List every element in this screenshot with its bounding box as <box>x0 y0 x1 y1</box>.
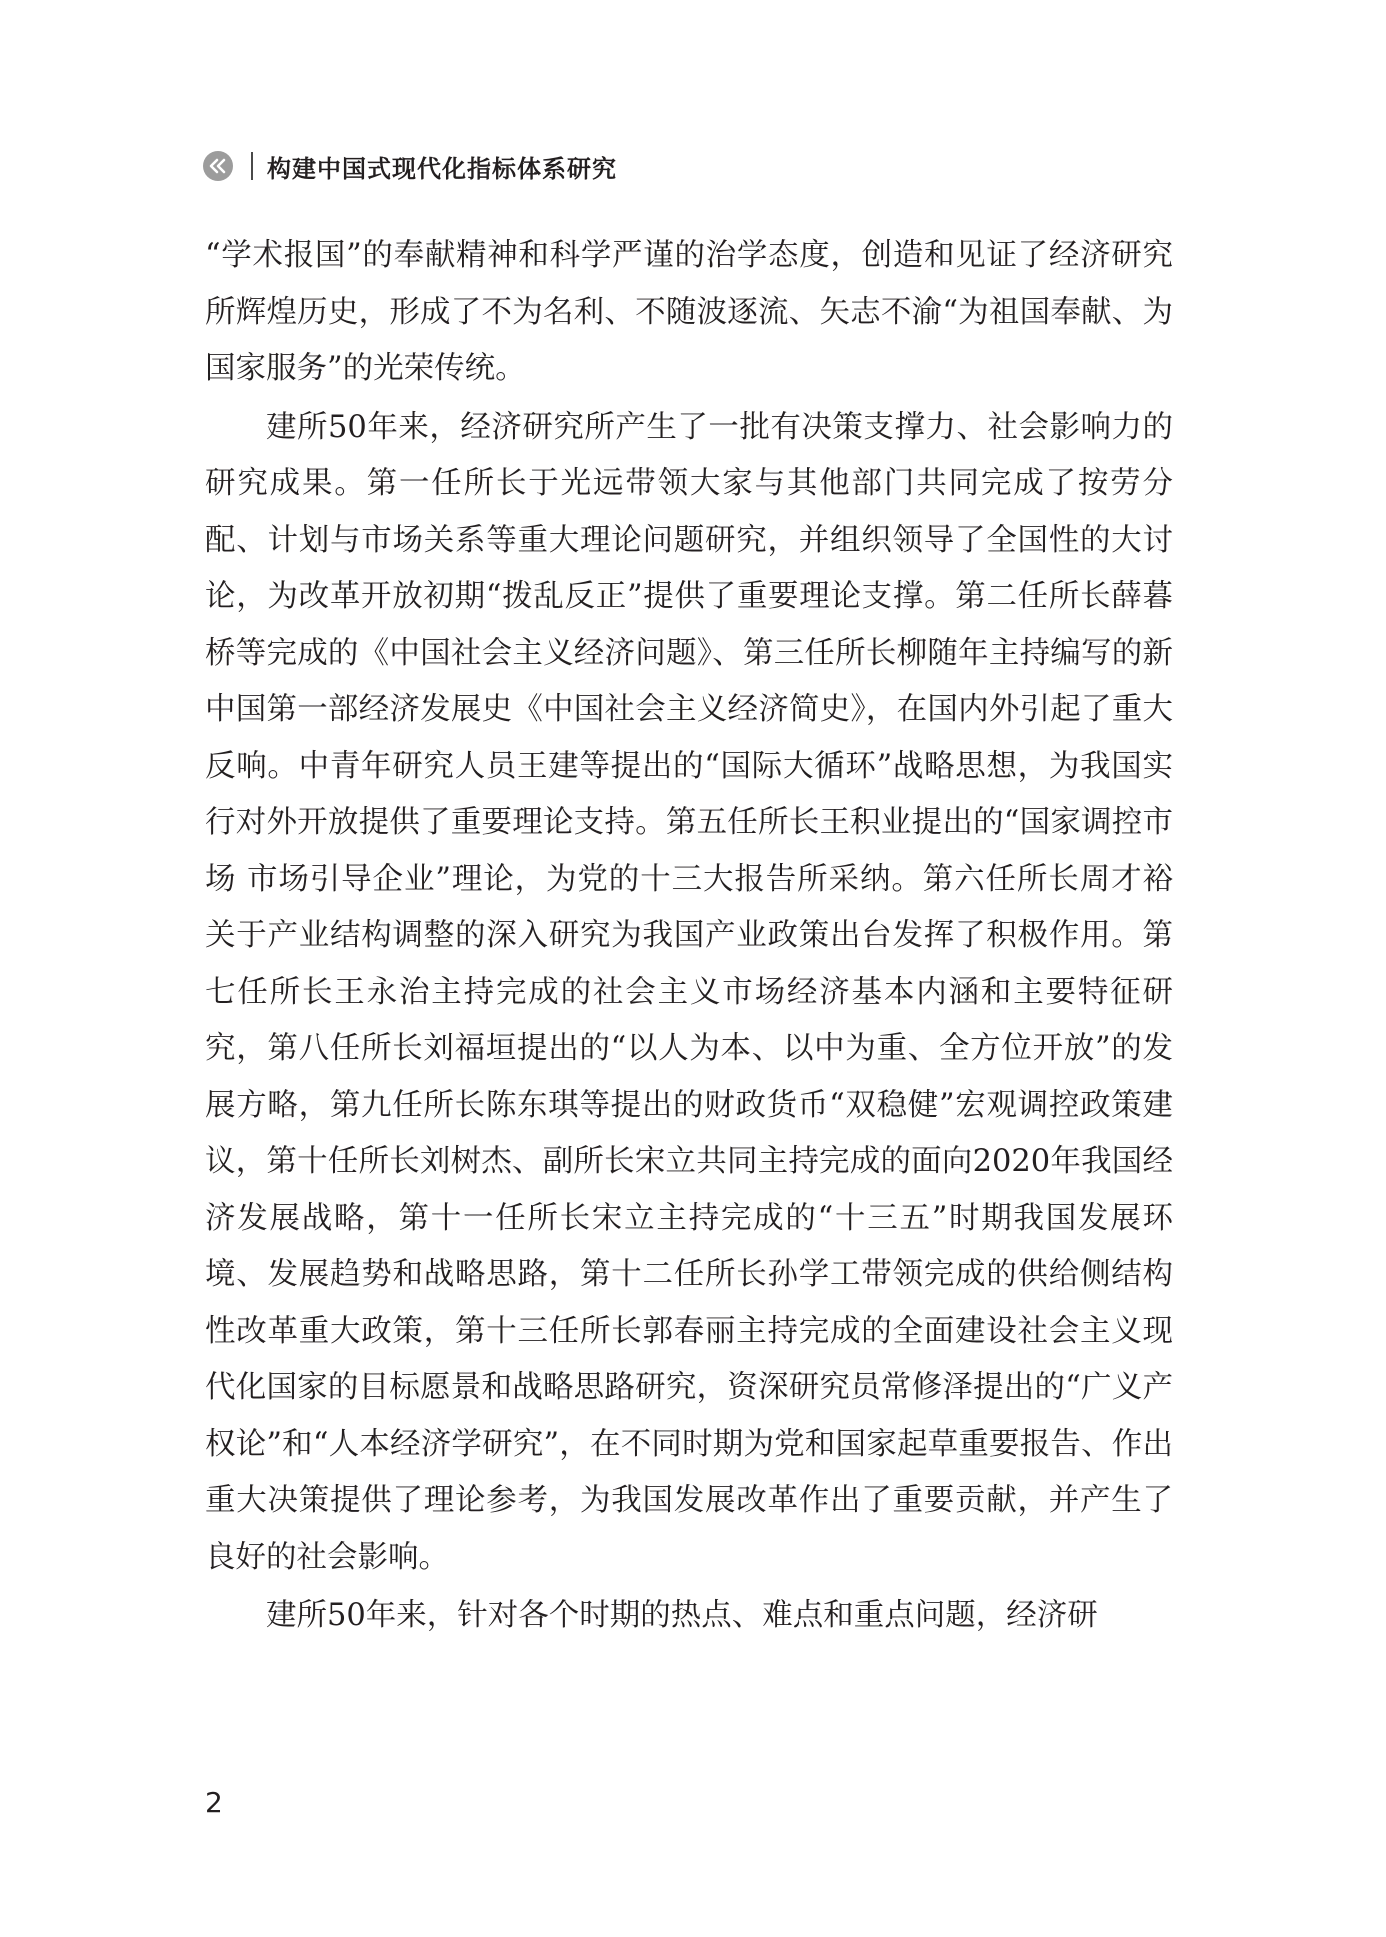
body-text <box>205 228 1173 1647</box>
header-divider <box>251 152 253 180</box>
paragraph-hotspots: 建所50年来，针对各个时期的热点、难点和重点问题，经济研 <box>266 1598 1098 1633</box>
double-chevron-left-icon <box>203 151 233 181</box>
book-title: 构建中国式现代化指标体系研究 <box>267 154 617 183</box>
paragraph-continued: “学术报国”的奉献精神和科学严谨的治学态度，创造和见证了经济研究所辉煌历史，形成了不为名利、不随波逐流、矢志不渝“为祖国奉献、为国家服务”的光荣传统。 <box>205 238 1173 386</box>
page-number: 2 <box>205 1786 223 1819</box>
running-header <box>203 148 617 184</box>
paragraph-achievements: 建所50年来，经济研究所产生了一批有决策支撑力、社会影响力的研究成果。第一任所长于光远带领大家与其他部门共同完成了按劳分配、计划与市场关系等重大理论问题研究，并组织领导了全国性的大讨论，为改革开放初期“拨乱反正”提供了重要理论支撑。第二任所长薛暮桥等完成的《中国社会主义经济问题》、第三任所长柳随年主持编写的新中国第一部经济发展史《中国社会主义经济简史》，在国内外引起了重大反响。中青年研究人员王建等提出的“国际大循环”战略思想，为我国实行对外开放提供了重要理论支持。第五任所长王积业提出的“国家调控市场 市场引导企业”理论，为党的十三大报告所采纳。第六任所长周才裕关于产业结构调整的深入研究为我国产业政策出台发挥了积极作用。第七任所长王永治主持完成的社会主义市场经济基本内涵和主要特征研究，第八任所长刘福垣提出的“以人为本、以中为重、全方位开放”的发展方略，第九任所长陈东琪等提出的财政货币“双稳健”宏观调控政策建议，第十任所长刘树杰、副所长宋立共同主持完成的面向2020年我国经济发展战略，第十一任所长宋立主持完成的“十三五”时期我国发展环境、发展趋势和战略思路，第十二任所长孙学工带领完成的供给侧结构性改革重大政策，第十三任所长郭春丽主持完成的全面建设社会主义现代化国家的目标愿景和战略思路研究，资深研究员常修泽提出的“广义产权论”和“人本经济学研究”，在不同时期为党和国家起草重要报告、作出重大决策提供了理论参考，为我国发展改革作出了重要贡献，并产生了良好的社会影响。 <box>205 409 1173 1575</box>
